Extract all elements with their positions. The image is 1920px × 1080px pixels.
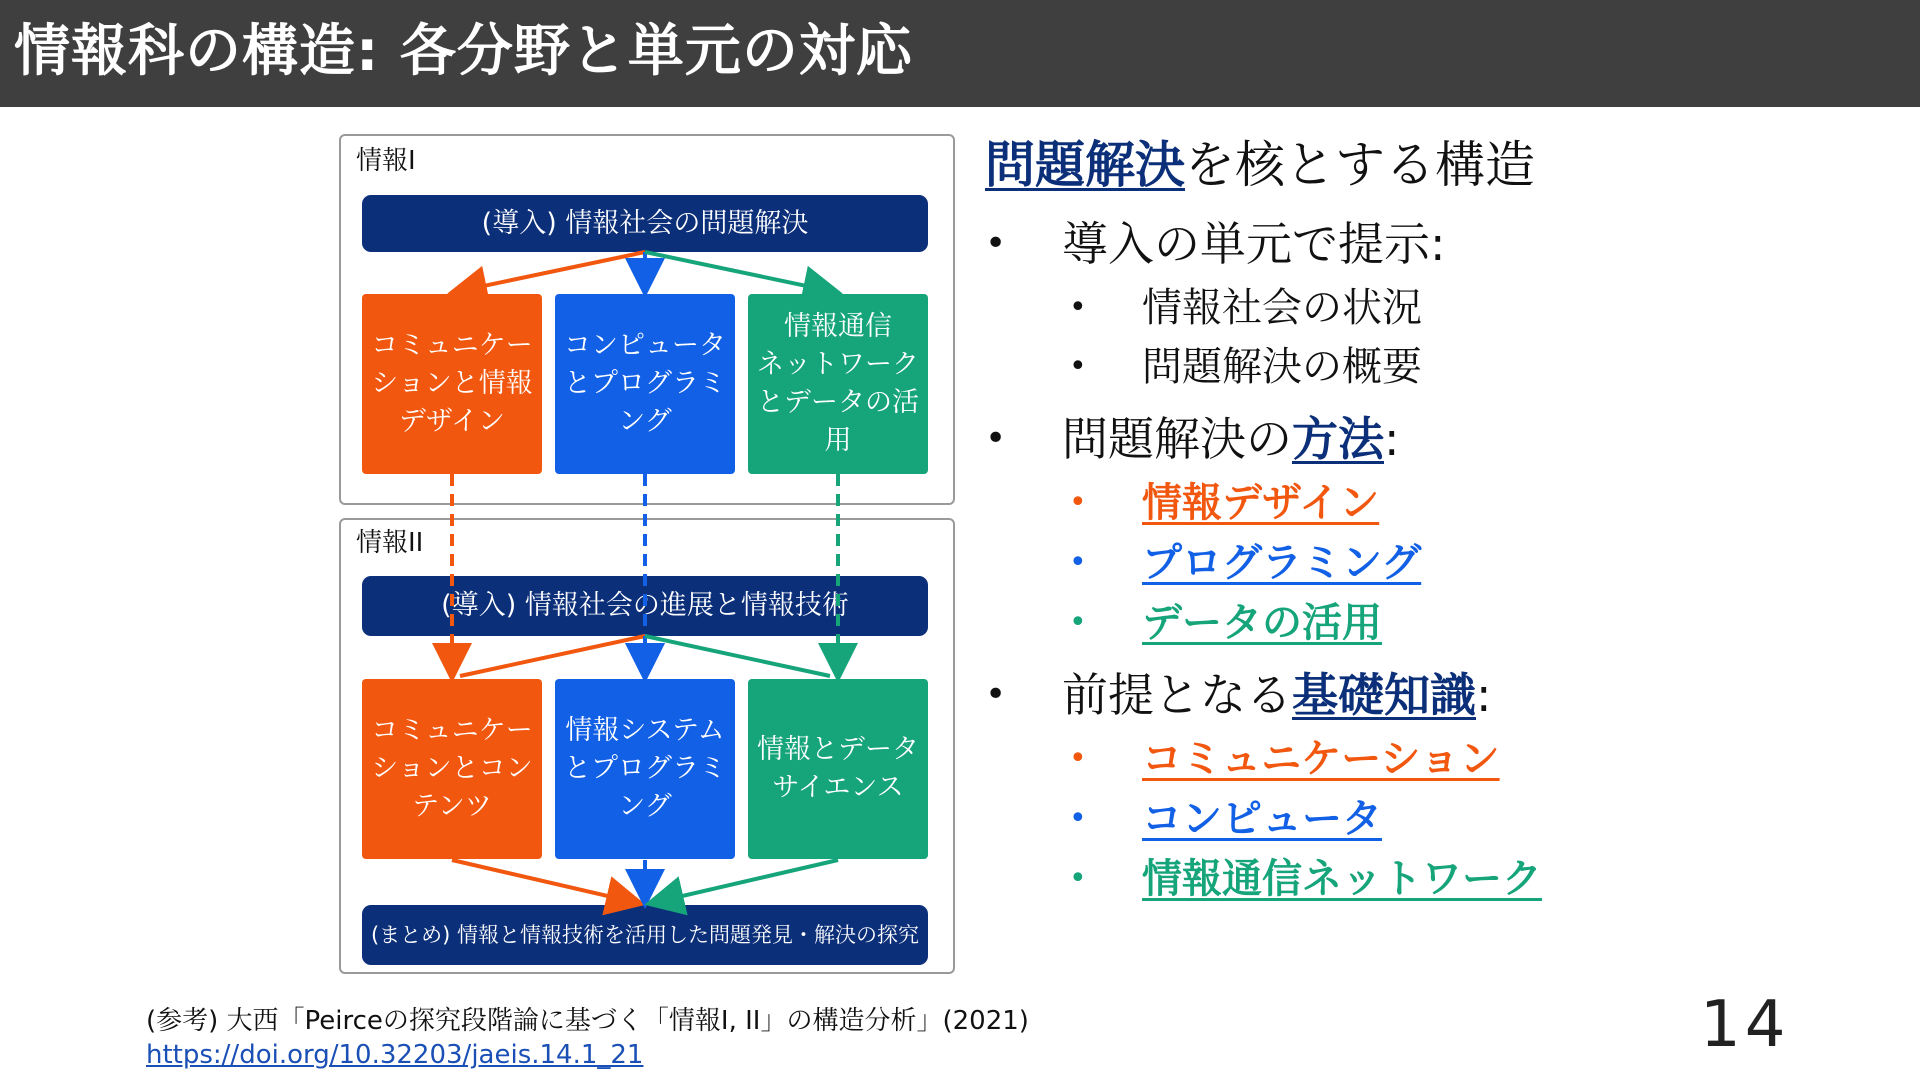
page-number: 14 [1700,988,1790,1062]
unit-communication-design: コミュニケー ションと情報 デザイン [362,294,542,474]
method-item-1[interactable]: • 情報デザイン [1069,480,1380,526]
bullet-intro-item-1: • 情報社会の状況 [1069,285,1422,331]
method-item-3[interactable]: • データの活用 [1069,600,1382,646]
frame-2-label: 情報II [356,528,424,558]
bullet-intro-item-2: • 問題解決の概要 [1069,344,1422,390]
summary-bar: (まとめ) 情報と情報技術を活用した問題発見・解決の探究 [362,905,928,965]
bullet-intro: • 導入の単元で提示: [985,217,1446,271]
method-item-2[interactable]: • プログラミング [1069,540,1422,586]
bullet-foundation: • 前提となる基礎知識: [985,668,1492,722]
foundation-item-3[interactable]: • 情報通信ネットワーク [1069,856,1542,902]
title-bar [0,0,1920,107]
unit-communication-contents: コミュニケー ションとコン テンツ [362,679,542,859]
unit-computer-programming: コンピュータ とプログラミ ング [555,294,735,474]
bullet-method: • 問題解決の方法: [985,412,1400,466]
foundation-item-1[interactable]: • コミュニケーション [1069,736,1500,782]
method-link[interactable]: 方法 [1292,412,1384,466]
frame-1-label: 情報I [356,146,416,176]
intro-bar-1: (導入) 情報社会の問題解決 [362,195,928,252]
right-heading: 問題解決を核とする構造 [985,136,1535,194]
heading-link[interactable]: 問題解決 [985,136,1185,194]
foundation-link[interactable]: 基礎知識 [1292,668,1476,722]
slide-title: 情報科の構造: 各分野と単元の対応 [14,19,913,84]
unit-data-science: 情報とデータ サイエンス [748,679,928,859]
intro-bar-2: (導入) 情報社会の進展と情報技術 [362,576,928,636]
foundation-item-2[interactable]: • コンピュータ [1069,796,1382,842]
unit-network-data: 情報通信 ネットワーク とデータの活 用 [748,294,928,474]
unit-system-programming: 情報システム とプログラミ ング [555,679,735,859]
reference-link[interactable]: https://doi.org/10.32203/jaeis.14.1_21 [146,1040,644,1070]
reference-text: (参考) 大西「Peirceの探究段階論に基づく「情報I, II」の構造分析」(2021) [146,1006,1029,1036]
